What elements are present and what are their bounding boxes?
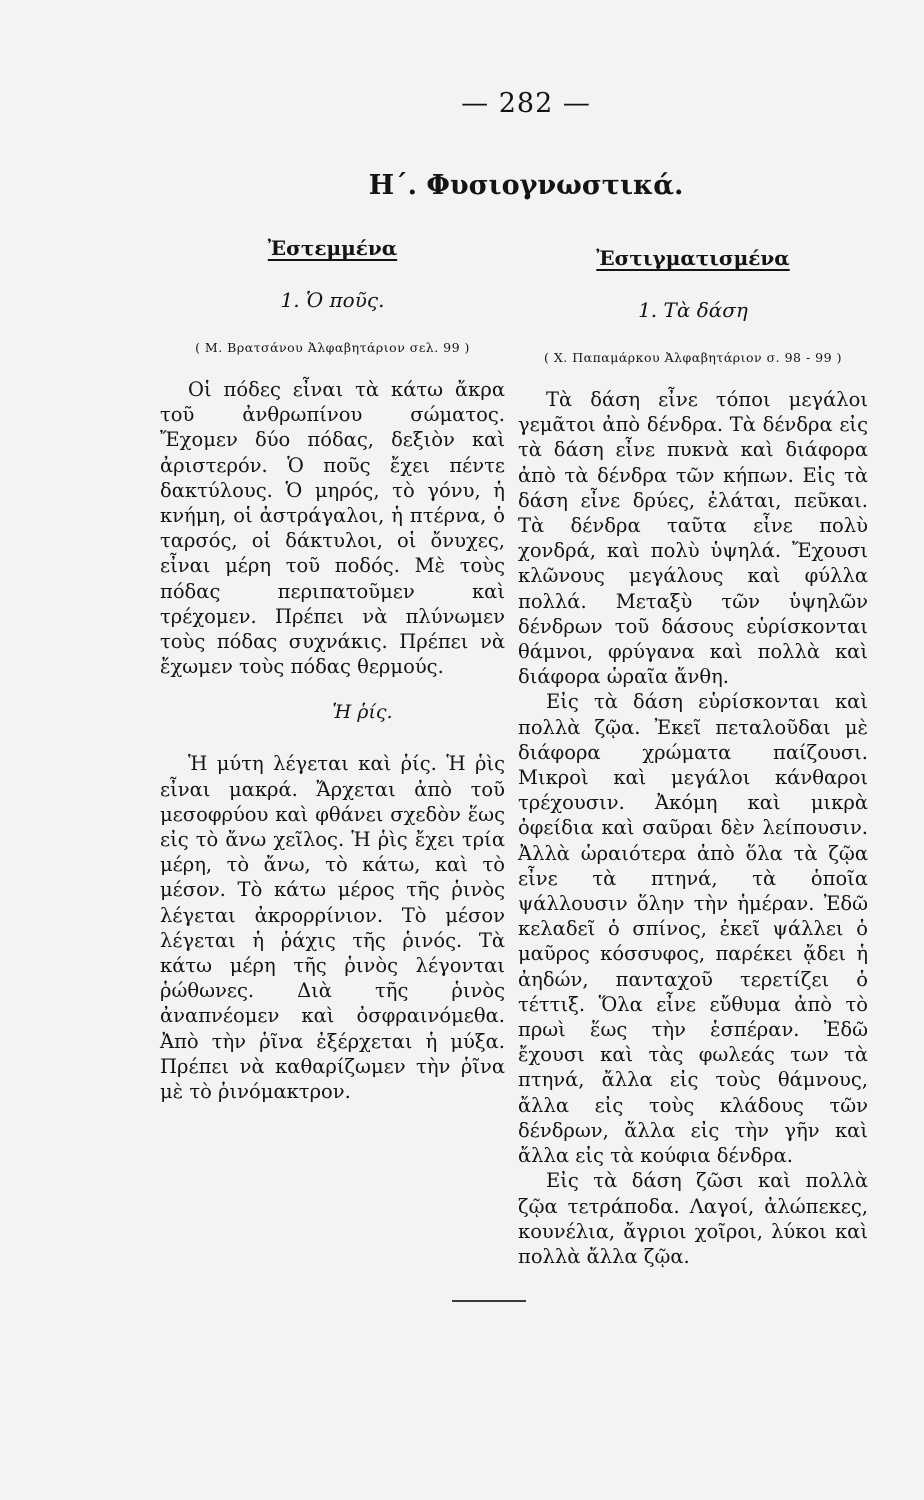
lesson-title-dasi: 1. Τὰ δάση [638,298,748,322]
right-column-heading: Ἐστιγματισμένα [596,246,790,270]
lesson-title-pous: 1. Ὁ ποῦς. [280,288,385,312]
paragraph-pous: Οἱ πόδες εἶναι τὰ κάτω ἄκρα τοῦ ἀνθρωπίνου σώματος. Ἔχομεν δύο πόδας, δεξιὸν καὶ ἀριστερόν. Ὁ ποῦς ἔχει πέντε δακτύλους. Ὁ μηρός, τὸ γόνυ, ἡ κνήμη, οἱ ἀστράγαλοι, ἡ πτέρνα, ὁ ταρσός, οἱ δάκτυλοι, οἱ ὄνυχες, εἶναι μέρη τοῦ ποδός. Μὲ τοὺς πόδας περιπατοῦμεν καὶ τρέχομεν. Πρέπει νὰ πλύνωμεν τοὺς πόδας συχνάκις. Πρέπει νὰ ἔχωμεν τοὺς πόδας θερμούς. [160,378,505,679]
chapter-title: Η΄. Φυσιογνωστικά. [368,170,684,201]
footer-divider [452,1300,526,1302]
left-column [160,236,505,1104]
paragraph-dasi-1: Τὰ δάση εἶνε τόποι μεγάλοι γεμᾶτοι ἀπὸ δένδρα. Τὰ δένδρα εἰς τὰ δάση εἶνε πυκνὰ καὶ διάφορα ἀπὸ τὰ δένδρα τῶν κήπων. Εἰς τὰ δάση εἶνε δρύες, ἐλάται, πεῦκαι. Τὰ δένδρα ταῦτα εἶνε πολὺ χονδρά, καὶ πολὺ ὑψηλά. Ἔχουσι κλῶνους μεγάλους καὶ φύλλα πολλά. Μεταξὺ τῶν ὑψηλῶν δένδρων τοῦ δάσους εὑρίσκονται θάμνοι, φρύγανα καὶ πολλὰ καὶ διάφορα ὡραῖα ἄνθη. [518,388,868,689]
paragraph-dasi-2: Εἰς τὰ δάση εὑρίσκονται καὶ πολλὰ ζῷα. Ἐκεῖ πεταλοῦδαι μὲ διάφορα χρώματα παίζουσι. Μικροὶ καὶ μεγάλοι κάνθαροι τρέχουσιν. Ἀκόμη καὶ μικρὰ ὀφείδια καὶ σαῦραι δὲν λείπουσιν. Ἀλλὰ ὡραιότερα ἀπὸ ὅλα τὰ ζῷα εἶνε τὰ πτηνά, τὰ ὁποῖα ψάλλουσιν ὅλην τὴν ἡμέραν. Ἐδῶ κελαδεῖ ὁ σπίνος, ἐκεῖ ψάλλει ὁ μαῦρος κόσσυφος, παρέκει ᾄδει ἡ ἀηδών, πανταχοῦ τερετίζει ὁ τέττιξ. Ὅλα εἶνε εὔθυμα ἀπὸ τὸ πρωὶ ἕως τὴν ἑσπέραν. Ἐδῶ ἔχουσι καὶ τὰς φωλεάς των τὰ πτηνά, ἄλλα εἰς τοὺς θάμνους, ἄλλα εἰς τοὺς κλάδους τῶν δένδρων, ἄλλα εἰς τὴν γῆν καὶ ἄλλα εἰς τὰ κούφια δένδρα. [518,690,868,1168]
lesson-title-ris: Ἡ ῥίς. [332,701,393,724]
paragraph-ris: Ἡ μύτη λέγεται καὶ ῥίς. Ἡ ῥὶς εἶναι μακρά. Ἄρχεται ἀπὸ τοῦ μεσοφρύου καὶ φθάνει σχεδὸν ἕως εἰς τὸ ἄνω χεῖλος. Ἡ ῥὶς ἔχει τρία μέρη, τὸ ἄνω, τὸ κάτω, καὶ τὸ μέσον. Τὸ κάτω μέρος τῆς ῥινὸς λέγεται ἀκρορρίνιον. Τὸ μέσον λέγεται ἡ ῥάχις τῆς ῥινός. Τὰ κάτω μέρη τῆς ῥινὸς λέγονται ῥώθωνες. Διὰ τῆς ῥινὸς ἀναπνέομεν καὶ ὀσφραινόμεθα. Ἀπὸ τὴν ῥῖνα ἐξέρχεται ἡ μύξα. Πρέπει νὰ καθαρίζωμεν τὴν ῥῖνα μὲ τὸ ῥινόμακτρον. [160,752,505,1104]
source-citation: ( Μ. Βρατσάνου Ἀλφαβητάριον σελ. 99 ) [195,340,470,355]
page-number: — 282 — [461,88,591,119]
right-column [518,246,868,1269]
paragraph-dasi-3: Εἰς τὰ δάση ζῶσι καὶ πολλὰ ζῷα τετράποδα. Λαγοί, ἀλώπεκες, κουνέλια, ἄγριοι χοῖροι, λύκοι καὶ πολλὰ ἄλλα ζῷα. [518,1169,868,1268]
source-citation: ( Χ. Παπαμάρκου Ἀλφαβητάριον σ. 98 - 99 ) [544,350,842,365]
left-column-heading: Ἐστεμμένα [267,236,398,260]
